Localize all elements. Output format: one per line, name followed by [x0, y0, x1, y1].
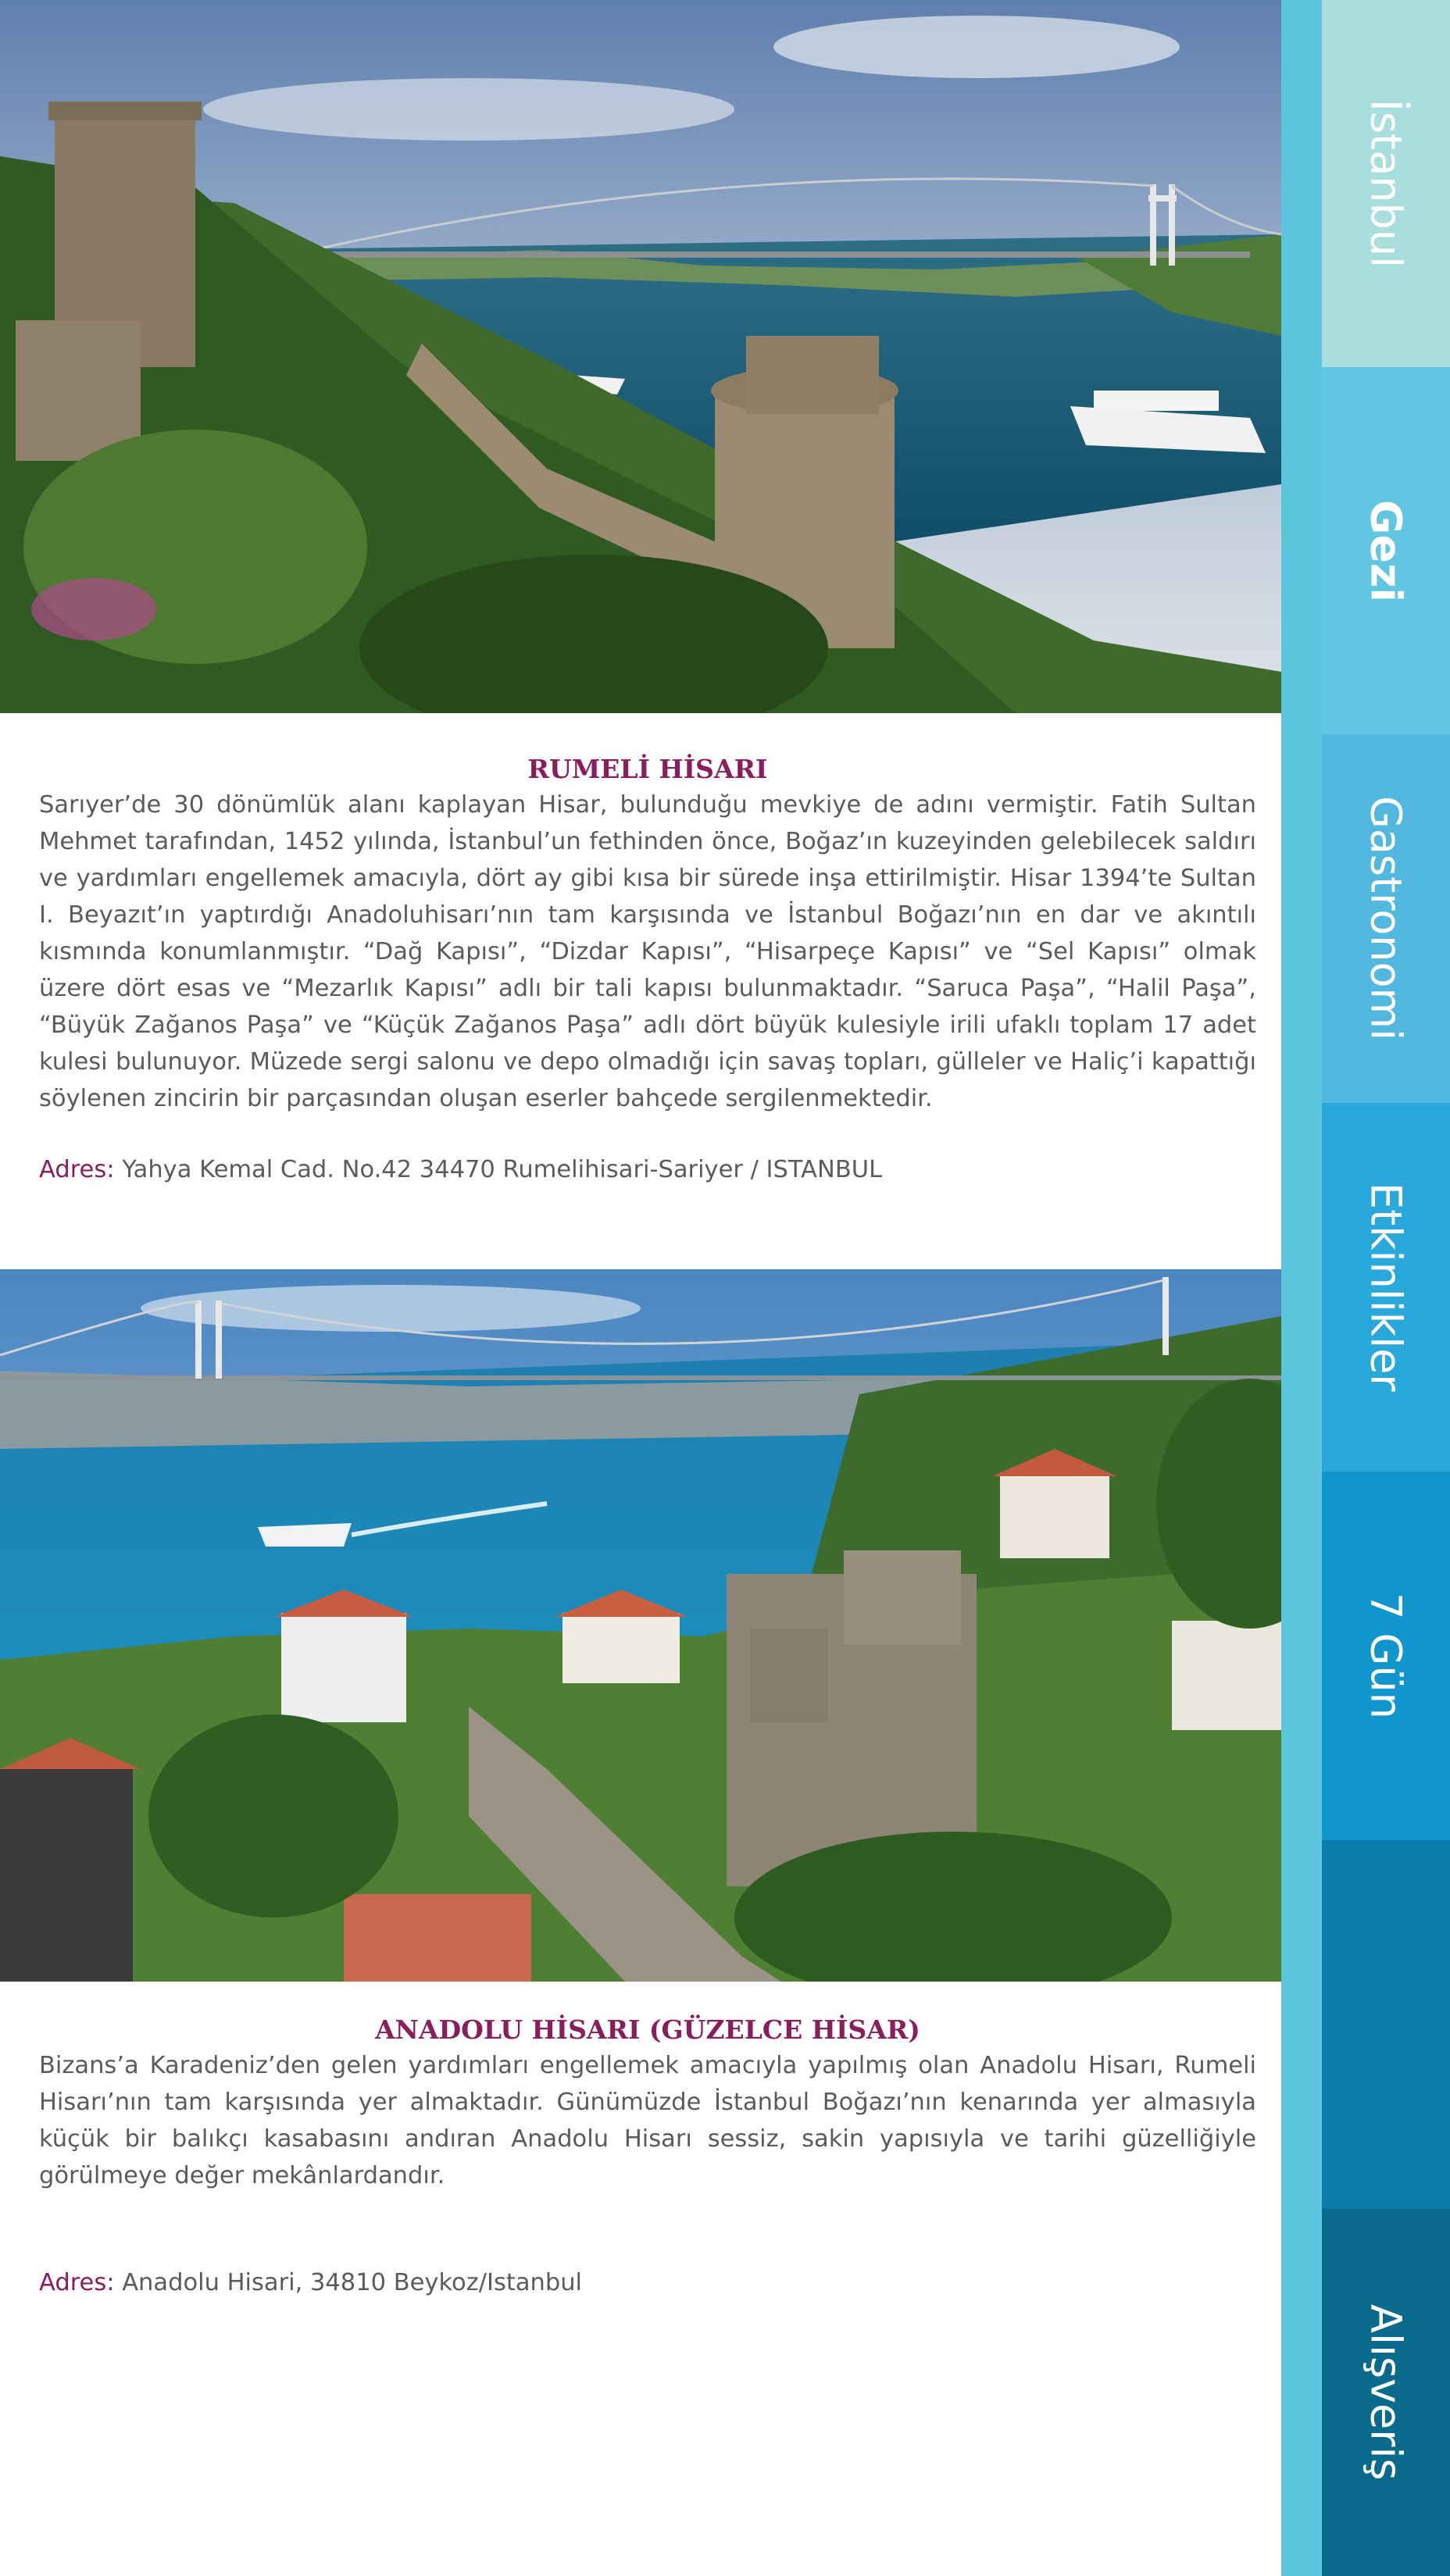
tab-label: 7 Gün	[1361, 1593, 1411, 1719]
section-description: Sarıyer’de 30 dönümlük alanı kaplayan Hisar, bulunduğu mevkiye de adını vermiştir. Fatih Sultan Mehmet tarafından, 1452 yılında, İstanbul’un fethinden önce, Boğaz’ın kuzeyinden gelebilecek saldırı ve yardımları engellemek amacıyla, dört ay gibi kısa bir sürede inşa ettirilmiştir. Hisar 1394’te Sultan I. Beyazıt’ın yaptırdığı Anadoluhisarı’nın tam karşısında ve İstanbul Boğazı’nın en dar ve akıntılı kısmında konumlanmıştır. “Dağ Kapısı”, “Dizdar Kapısı”, “Hisarpeçe Kapısı” ve “Sel Kapısı” olmak üzere dört esas ve “Mezarlık Kapısı” adlı bir tali kapısı bulunmaktadır. “Saruca Paşa”, “Halil Paşa”, “Büyük Zağanos Paşa” ve “Küçük Zağanos Paşa” adlı dört büyük kulesiyle irili ufaklı toplam 17 adet kulesi bulunuyor. Müzede sergi salonu ve depo olmadığı için savaş topları, gülleler ve Haliç’i kapattığı söylenen zincirin bir parçasından oluşan eserler bahçede sergilenmektedir.	[39, 791, 1256, 1112]
tab-etkinlikler[interactable]	[1322, 1103, 1450, 1472]
tab-gezi[interactable]	[1322, 367, 1450, 734]
address-line	[39, 2264, 1256, 2301]
address-label: Adres:	[39, 1156, 115, 1183]
address-value: Anadolu Hisari, 34810 Beykoz/Istanbul	[114, 2269, 583, 2296]
anadolu-hisari-photo	[0, 1269, 1281, 1982]
address-label: Adres:	[39, 2269, 115, 2296]
tab-label: Etkinlikler	[1361, 1183, 1411, 1392]
section-description: Bizans’a Karadeniz’den gelen yardımları engellemek amacıyla yapılmış olan Anadolu Hisarı, Rumeli Hisarı’nın tam karşısında yer almaktadır. Günümüzde İstanbul Boğazı’nın kenarında yer almasıyla küçük bir balıkçı kasabasını andıran Anadolu Hisarı sessiz, sakin yapısıyla ve tarihi güzelliğiyle görülmeye değer mekânlardandır.	[39, 2052, 1256, 2189]
address-line	[39, 1151, 1256, 1188]
tab-label: Alışveriş	[1361, 2304, 1411, 2481]
tab-empty[interactable]	[1322, 1840, 1450, 2209]
rumeli-hisari-section	[39, 752, 1256, 1188]
tab-gastronomi[interactable]	[1322, 734, 1450, 1103]
section-title: RUMELİ HİSARI	[527, 754, 768, 784]
rumeli-hisari-photo	[0, 0, 1281, 713]
tab-label: Gastronomi	[1361, 796, 1411, 1041]
anadolu-hisari-section	[39, 2013, 1256, 2301]
tab-label: Gezi	[1361, 499, 1411, 602]
tab-7-gun[interactable]	[1322, 1472, 1450, 1840]
side-navigation	[1281, 0, 1450, 2576]
tab-alisveris[interactable]	[1322, 2209, 1450, 2576]
address-value: Yahya Kemal Cad. No.42 34470 Rumelihisari-Sariyer / ISTANBUL	[114, 1156, 883, 1183]
tab-label: İstanbul	[1361, 98, 1411, 269]
section-title: ANADOLU HİSARI (GÜZELCE HİSAR)	[375, 2014, 920, 2045]
tab-istanbul[interactable]	[1322, 0, 1450, 367]
